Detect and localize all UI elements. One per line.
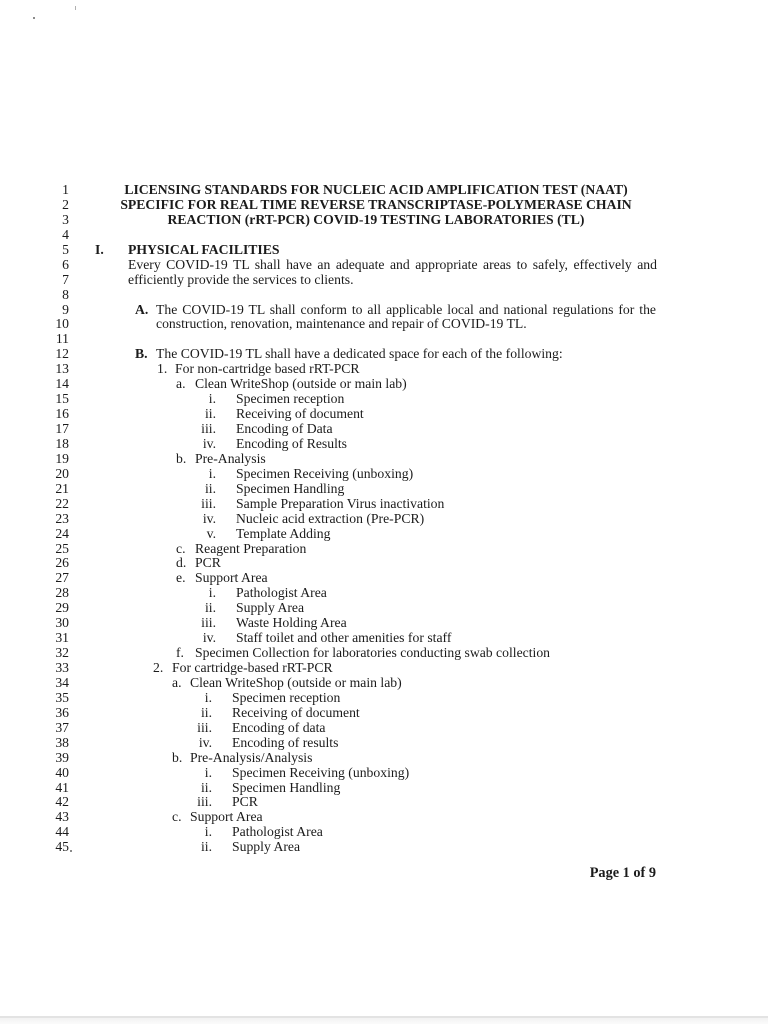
line-number: 7: [62, 271, 69, 287]
line-number: 38: [55, 734, 69, 750]
list-marker: c.: [176, 540, 186, 556]
document-title-line: REACTION (rRT-PCR) COVID-19 TESTING LABORATORIES (TL): [167, 211, 585, 227]
list-marker: iii.: [197, 719, 212, 735]
area-label: Pre-Analysis/Analysis: [190, 749, 313, 765]
list-marker: e.: [176, 570, 186, 586]
line-number: 26: [55, 555, 69, 571]
list-marker: i.: [204, 764, 212, 780]
item-a-text: construction, renovation, maintenance and repair of COVID-19 TL.: [156, 316, 527, 332]
scan-edge-shadow: [0, 1018, 768, 1024]
group-label: For non-cartridge based rRT-PCR: [175, 361, 360, 377]
list-marker: f.: [176, 645, 184, 661]
sub-item-label: PCR: [232, 794, 258, 810]
section-heading: PHYSICAL FACILITIES: [128, 241, 280, 257]
area-label: Specimen Collection for laboratories conducting swab collection: [195, 645, 551, 661]
list-marker: a.: [172, 674, 182, 690]
list-item: [0, 407, 768, 422]
line-number: 36: [55, 704, 69, 720]
line-number: 25: [55, 540, 69, 556]
sub-item-label: Specimen reception: [232, 689, 341, 705]
line-number: 35: [55, 689, 69, 705]
list-marker: ii.: [200, 704, 212, 720]
line-number: 34: [55, 674, 69, 690]
line-number: 17: [55, 421, 69, 436]
document-title-line: LICENSING STANDARDS FOR NUCLEIC ACID AMPLIFICATION TEST (NAAT): [124, 182, 628, 197]
line-number: 14: [55, 376, 69, 392]
list-marker: 2.: [153, 660, 164, 675]
line-number: 1: [62, 182, 69, 197]
line-number: 18: [55, 435, 69, 451]
list-marker: i.: [208, 465, 216, 481]
list-marker: iv.: [202, 510, 216, 526]
line-number: 15: [55, 391, 69, 407]
scan-speck: [33, 17, 35, 19]
list-item: [0, 571, 768, 586]
paragraph-line: [0, 273, 768, 288]
list-item: [0, 586, 768, 601]
list-marker: v.: [206, 525, 216, 541]
sub-item-label: Specimen reception: [236, 391, 345, 407]
line-number: 10: [55, 316, 69, 332]
list-item: [0, 467, 768, 482]
sub-item-label: Pathologist Area: [236, 585, 327, 601]
list-item: [0, 542, 768, 557]
sub-item-label: Pathologist Area: [232, 824, 323, 840]
sub-item-label: Nucleic acid extraction (Pre-PCR): [236, 510, 425, 526]
section-intro-text: efficiently provide the services to clients.: [128, 271, 354, 287]
line-number: 20: [55, 465, 69, 481]
line-number: 27: [55, 570, 69, 586]
line-number: 37: [55, 719, 69, 735]
page-number: Page 1 of 9: [589, 865, 656, 881]
list-item: [0, 706, 768, 721]
list-item: [0, 392, 768, 407]
area-label: Support Area: [190, 809, 263, 825]
title-row: [0, 183, 768, 198]
line-number: 30: [55, 615, 69, 631]
list-item: [0, 825, 768, 840]
list-marker: i.: [208, 585, 216, 601]
list-marker: ii.: [204, 480, 216, 496]
sub-item-label: Waste Holding Area: [236, 615, 347, 631]
list-marker: a.: [176, 376, 186, 392]
list-marker: 1.: [157, 361, 168, 377]
line-number: 42: [55, 794, 69, 810]
sub-item-label: Template Adding: [236, 525, 331, 541]
line-number: 13: [55, 361, 69, 377]
list-marker: ii.: [200, 839, 212, 855]
list-item: [0, 676, 768, 691]
sub-item-label: Specimen Handling: [236, 480, 345, 496]
sub-item-label: Receiving of document: [236, 406, 364, 422]
list-item: [0, 840, 768, 855]
list-item: [0, 631, 768, 646]
document-body: [0, 183, 768, 855]
line-number: 11: [55, 331, 69, 347]
area-label: Support Area: [195, 570, 268, 586]
paragraph-line: [0, 317, 768, 332]
list-marker: iii.: [201, 421, 216, 436]
list-marker: iv.: [202, 630, 216, 646]
list-item: [0, 527, 768, 542]
line-number: 32: [55, 645, 69, 661]
list-item: [0, 781, 768, 796]
list-item: [0, 377, 768, 392]
area-label: Pre-Analysis: [195, 450, 266, 466]
list-item: [0, 452, 768, 467]
area-label: Clean WriteShop (outside or main lab): [190, 674, 402, 690]
line-number: 9: [62, 301, 69, 317]
line-number: 22: [55, 495, 69, 511]
sub-item-label: Specimen Receiving (unboxing): [236, 465, 414, 481]
list-item: [0, 795, 768, 810]
list-marker: ii.: [204, 600, 216, 616]
list-item: [0, 661, 768, 676]
list-item: [0, 810, 768, 825]
list-marker: iii.: [201, 495, 216, 511]
title-row: [0, 198, 768, 213]
list-marker: iii.: [201, 615, 216, 631]
section-marker: I.: [95, 241, 104, 257]
blank-line: [0, 288, 768, 303]
sub-item-label: Encoding of results: [232, 734, 339, 750]
blank-line: [0, 332, 768, 347]
list-marker: d.: [176, 555, 187, 571]
list-item: [0, 601, 768, 616]
group-label: For cartridge-based rRT-PCR: [172, 660, 333, 675]
document-title-line: SPECIFIC FOR REAL TIME REVERSE TRANSCRIPTASE-POLYMERASE CHAIN: [120, 196, 632, 212]
area-label: PCR: [195, 555, 221, 571]
list-marker: c.: [172, 809, 182, 825]
sub-item-label: Supply Area: [236, 600, 305, 616]
scan-speck: [75, 6, 76, 10]
line-number: 2: [62, 196, 69, 212]
list-item: [0, 437, 768, 452]
section-heading-row: [0, 243, 768, 258]
line-number: 4: [62, 226, 69, 242]
line-number: 45: [55, 839, 69, 855]
line-number: 23: [55, 510, 69, 526]
line-number: 16: [55, 406, 69, 422]
line-number: 3: [62, 211, 69, 227]
list-item: [0, 616, 768, 631]
list-item: [0, 482, 768, 497]
line-number: 44: [55, 824, 69, 840]
sub-item-label: Encoding of data: [232, 719, 326, 735]
line-number: 29: [55, 600, 69, 616]
line-number: 31: [55, 630, 69, 646]
sub-item-label: Specimen Handling: [232, 779, 341, 795]
sub-item-label: Encoding of Data: [236, 421, 333, 436]
blank-line: [0, 228, 768, 243]
area-label: Reagent Preparation: [195, 540, 307, 556]
list-item: [0, 766, 768, 781]
list-marker: iv.: [202, 435, 216, 451]
list-marker: iii.: [197, 794, 212, 810]
list-marker: ii.: [204, 406, 216, 422]
list-marker: i.: [204, 689, 212, 705]
list-marker: b.: [172, 749, 183, 765]
line-number: 28: [55, 585, 69, 601]
line-number: 24: [55, 525, 69, 541]
item-b-marker: B.: [135, 346, 148, 362]
list-marker: b.: [176, 450, 187, 466]
area-label: Clean WriteShop (outside or main lab): [195, 376, 407, 392]
section-intro-text: Every COVID-19 TL shall have an adequate and appropriate areas to safely, effectively and: [128, 256, 657, 272]
sub-item-label: Supply Area: [232, 839, 301, 855]
item-a-text: The COVID-19 TL shall conform to all applicable local and national regulations for the: [156, 301, 656, 317]
line-number: 43: [55, 809, 69, 825]
line-number: 40: [55, 764, 69, 780]
list-marker: i.: [208, 391, 216, 407]
list-item: [0, 512, 768, 527]
line-number: 41: [55, 779, 69, 795]
list-marker: i.: [204, 824, 212, 840]
line-number: 12: [55, 346, 69, 362]
list-item: [0, 736, 768, 751]
line-number: 8: [62, 286, 69, 302]
list-item: [0, 691, 768, 706]
list-item: [0, 751, 768, 766]
item-a-marker: A.: [135, 301, 149, 317]
list-item: [0, 721, 768, 736]
item-a-row: [0, 303, 768, 318]
list-item: [0, 422, 768, 437]
line-number: 39: [55, 749, 69, 765]
sub-item-label: Sample Preparation Virus inactivation: [236, 495, 445, 511]
list-item: [0, 362, 768, 377]
list-item: [0, 646, 768, 661]
item-b-text: The COVID-19 TL shall have a dedicated space for each of the following:: [156, 346, 563, 362]
line-number: 21: [55, 480, 69, 496]
title-row: [0, 213, 768, 228]
line-number: 5: [62, 241, 69, 257]
line-number: 33: [55, 660, 69, 675]
line-number: 6: [62, 256, 69, 272]
sub-item-label: Receiving of document: [232, 704, 360, 720]
list-marker: ii.: [200, 779, 212, 795]
list-item: [0, 497, 768, 512]
paragraph-line: [0, 258, 768, 273]
sub-item-label: Staff toilet and other amenities for staff: [236, 630, 452, 646]
sub-item-label: Specimen Receiving (unboxing): [232, 764, 410, 780]
list-marker: iv.: [198, 734, 212, 750]
item-b-row: [0, 347, 768, 362]
list-item: [0, 556, 768, 571]
line-number: 19: [55, 450, 69, 466]
sub-item-label: Encoding of Results: [236, 435, 348, 451]
